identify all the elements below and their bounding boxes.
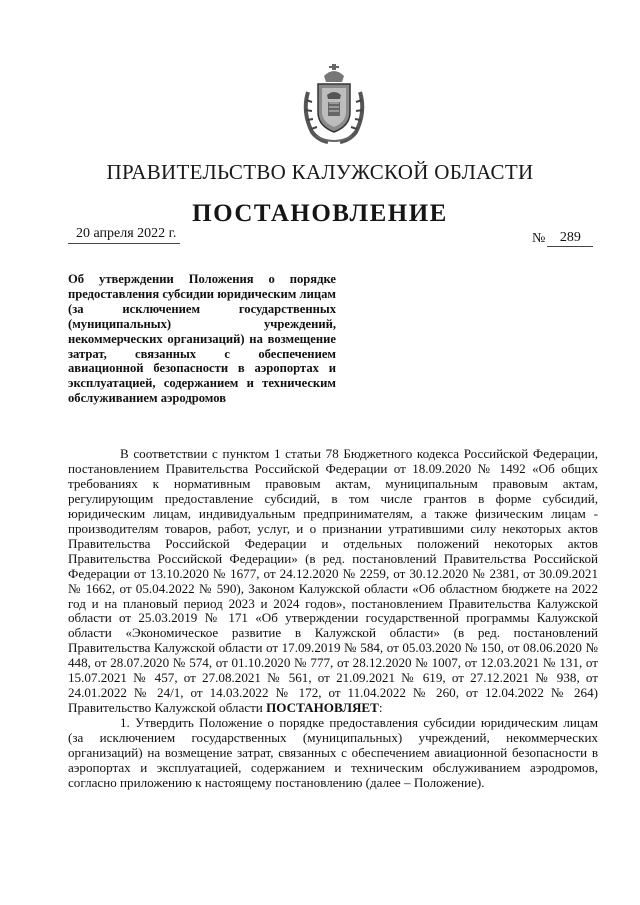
document-number <box>532 230 593 247</box>
document-type: ПОСТАНОВЛЕНИЕ <box>192 200 448 227</box>
preamble-paragraph <box>68 447 598 716</box>
number-sign: № <box>532 231 546 246</box>
document-subject: Об утверждении Положения о порядке предоставления субсидии юридическим лицам (за исключением государственных (муниципальных) учреждений, некоммерческих организаций) на возмещение затрат, связанных с обеспечением авиационной безопасности в аэропортах и эксплуатацией, содержанием и техническим обслуживанием аэродромов <box>68 272 336 406</box>
item-1-paragraph: 1. Утвердить Положение о порядке предоставления субсидии юридическим лицам (за исключением государственных (муниципальных) учреждений, некоммерческих организаций) на возмещение затрат, связанных с обеспечением авиационной безопасности в аэропортах и эксплуатацией, содержанием и техническим обслуживанием аэродромов, согласно приложению к настоящему постановлению (далее – Положение). <box>68 715 598 790</box>
number-value: 289 <box>547 230 593 247</box>
coat-of-arms-icon <box>298 62 370 146</box>
preamble-text: В соответствии с пунктом 1 статьи 78 Бюджетного кодекса Российской Федерации, постановлением Правительства Российской Федерации от 18.09.2020 № 1492 «Об общих требованиях к нормативным правовым актам, муниципальным правовым актам, регулирующим предоставление субсидий, в том числе грантов в форме субсидий, юридическим лицам, индивидуальным предпринимателям, а также физическим лицам - производителям товаров, работ, услуг, и о признании утратившими силу некоторых актов Правительства Российской Федерации и отдельных положений некоторых актов Правительства Российской Федерации» (в ред. постановлений Правительства Российской Федерации от 13.10.2020 № 1677, от 24.12.2020 № 2259, от 30.12.2020 № 2381, от 30.09.2021 № 1662, от 05.04.2022 № 590), Законом Калужской области «Об областном бюджете на 2022 год и на плановый период 2023 и 2024 годов», постановлением Правительства Калужской области от 25.03.2019 № 171 «Об утверждении государственной программы Калужской области «Экономическое развитие в Калужской области» (в ред. постановлений Правительства Калужской области от 17.09.2019 № 584, от 05.03.2020 № 150, от 08.06.2020 № 448, от 28.07.2020 № 574, от 01.10.2020 № 777, от 28.12.2020 № 1007, от 12.03.2021 № 131, от 15.07.2021 № 457, от 27.08.2021 № 561, от 21.09.2021 № 619, от 27.12.2021 № 938, от 24.01.2022 № 24/1, от 14.03.2022 № 172, от 11.04.2022 № 260, от 12.04.2022 № 264) Правительство Калужской области <box>68 446 598 716</box>
resolves-word: ПОСТАНОВЛЯЕТ <box>266 700 379 716</box>
document-body <box>68 447 598 791</box>
government-name: ПРАВИТЕЛЬСТВО КАЛУЖСКОЙ ОБЛАСТИ <box>106 160 534 184</box>
document-date: 20 апреля 2022 г. <box>68 226 180 244</box>
resolves-punct: : <box>378 700 383 716</box>
